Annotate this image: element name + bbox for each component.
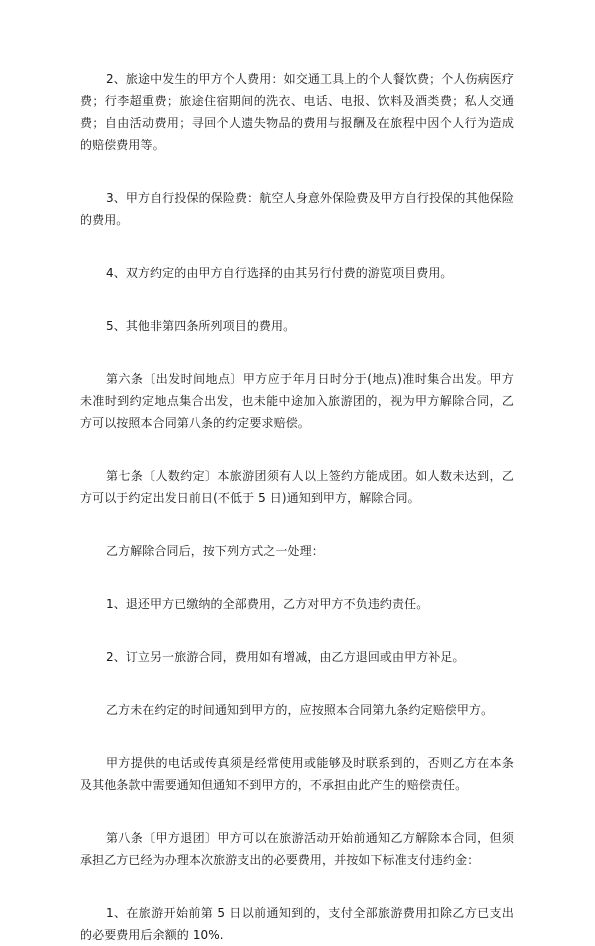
paragraph-article-7: 第七条〔人数约定〕本旅游团须有人以上签约方能成团。如人数未达到，乙方可以于约定出发日前日(不低于 5 日)通知到甲方，解除合同。 [80, 469, 514, 505]
paragraph-handling-intro: 乙方解除合同后，按下列方式之一处理： [106, 544, 324, 558]
paragraph-other-expenses: 5、其他非第四条所列项目的费用。 [106, 319, 296, 333]
paragraph-late-notice: 乙方未在约定的时间通知到甲方的，应按照本合同第九条约定赔偿甲方。 [106, 703, 494, 717]
paragraph-article-6: 第六条〔出发时间地点〕甲方应于年月日时分于(地点)准时集合出发。甲方未准时到约定地点集合出发，也未能中途加入旅游团的，视为甲方解除合同，乙方可以按照本合同第八条的约定要求赔偿。 [80, 372, 514, 430]
paragraph-personal-expenses: 2、旅途中发生的甲方个人费用：如交通工具上的个人餐饮费；个人伤病医疗费；行李超重费；旅途住宿期间的洗衣、电话、电报、饮料及酒类费；私人交通费；自由活动费用；寻回个人遗失物品的费用与报酬及在旅程中因个人行为造成的赔偿费用等。 [80, 72, 514, 152]
paragraph-penalty-rule-1: 1、在旅游开始前第 5 日以前通知到的，支付全部旅游费用扣除乙方已支出的必要费用后余额的 10%. [80, 906, 514, 942]
paragraph-refund-option: 1、退还甲方已缴纳的全部费用，乙方对甲方不负违约责任。 [106, 597, 429, 611]
paragraph-optional-tours: 4、双方约定的由甲方自行选择的由其另行付费的游览项目费用。 [106, 266, 453, 280]
document-body [80, 68, 514, 946]
paragraph-insurance-fee: 3、甲方自行投保的保险费：航空人身意外保险费及甲方自行投保的其他保险的费用。 [80, 191, 514, 227]
paragraph-new-contract-option: 2、订立另一旅游合同，费用如有增减，由乙方退回或由甲方补足。 [106, 650, 465, 664]
paragraph-contact-info: 甲方提供的电话或传真须是经常使用或能够及时联系到的，否则乙方在本条及其他条款中需要通知但通知不到甲方的，不承担由此产生的赔偿责任。 [80, 756, 514, 792]
paragraph-article-8: 第八条〔甲方退团〕甲方可以在旅游活动开始前通知乙方解除本合同，但须承担乙方已经为办理本次旅游支出的必要费用，并按如下标准支付违约金： [80, 831, 514, 867]
